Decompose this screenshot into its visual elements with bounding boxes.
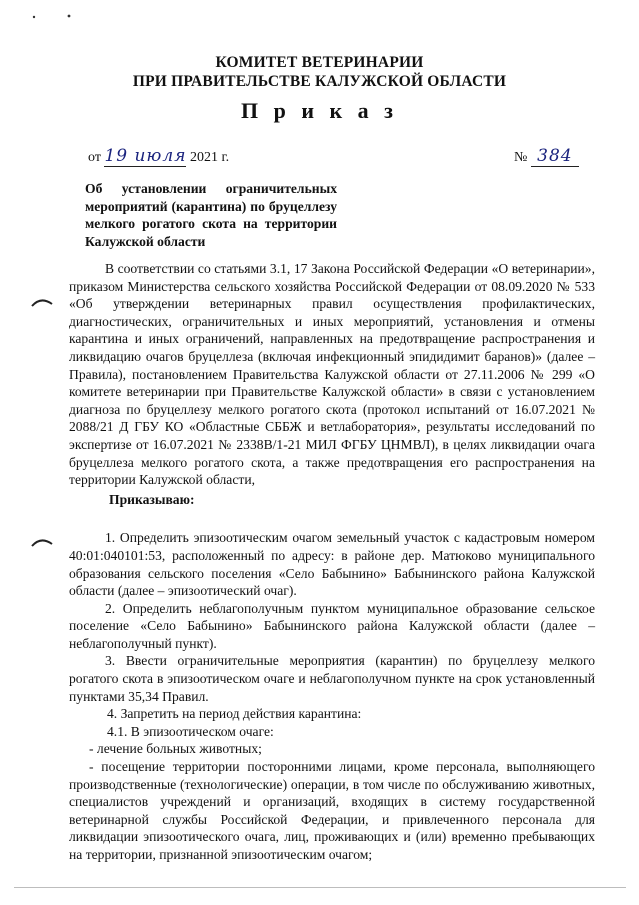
scan-edge-line	[14, 887, 626, 888]
order-subject: Об установлении ограничительных мероприятий (карантина) по бруцеллезу мелкого рогатого скота на территории Калужской области	[85, 181, 337, 249]
item-4-1: 4.1. В эпизоотическом очаге:	[107, 723, 274, 739]
punch-mark-bottom	[30, 534, 56, 556]
punch-mark-top	[30, 294, 56, 316]
dash-item-1: - лечение больных животных;	[89, 741, 262, 757]
date-blank	[104, 146, 186, 167]
number-blank	[531, 146, 579, 167]
order-title: П р и к а з	[240, 98, 399, 123]
org-name-line1: КОМИТЕТ ВЕТЕРИНАРИИ	[215, 54, 424, 71]
item-4: 4. Запретить на период действия карантина:	[107, 706, 362, 722]
handwritten-date: 19 июля	[104, 146, 187, 166]
order-date	[88, 146, 229, 167]
order-body	[69, 260, 595, 864]
preamble-paragraph: В соответствии со статьями 3.1, 17 Закона Российской Федерации «О ветеринарии», приказом Министерства сельского хозяйства Российской Федерации от 08.09.2020 № 533 «Об утверждении ветеринарных правил осуществления профилактических, диагностических, ограничительных и иных мероприятий, установления и отмены карантина и иных ограничений, направленных на предотвращение распространения и ликвидацию очагов бруцеллеза (включая инфекционный эпидидимит баранов)» (далее – Правила), постановлением Правительства Калужской области от 27.11.2006 № 299 «О комитете ветеринарии при Правительстве Калужской области» в связи с установлением диагноза по бруцеллезу мелкого рогатого скота (протокол испытаний от 16.07.2021 № 2088/21 Д ГБУ КО «Областные СББЖ и ветлаборатория», результаты исследований по экспертизе от 16.07.2021 № 2338В/1-21 МИЛ ФГБУ ЦНМВЛ), в целях ликвидации очага бруцеллеза мелкого рогатого скота, а также предотвращения его распространения на территории Калужской области,	[69, 261, 595, 488]
item-3: 3. Ввести ограничительные мероприятия (карантин) по бруцеллезу мелкого рогатого скота в эпизоотическом очаге и неблагополучном пункте на срок установленный пунктами 35,34 Правил.	[69, 653, 595, 704]
date-year: 2021 г.	[189, 150, 230, 165]
order-command: Приказываю:	[109, 491, 195, 507]
handwritten-number: 384	[537, 146, 573, 166]
item-2: 2. Определить неблагополучным пунктом муниципальное образование сельское поселение «Село Бабынино» Бабынинского района Калужской области (далее – неблагополучный пункт).	[69, 600, 595, 651]
org-name-line2: ПРИ ПРАВИТЕЛЬСТВЕ КАЛУЖСКОЙ ОБЛАСТИ	[132, 73, 507, 90]
dash-item-2: - посещение территории посторонними лицами, кроме персонала, выполняющего производственные (технологические) операции, в том числе по обслуживанию животных, специалистов учреждений и организаций, входящих в систему государственной ветеринарной службы Российской Федерации, и привлеченного персонала для ликвидации эпизоотического очага, лиц, проживающих и (или) временно пребывающих на территории, признанной эпизоотическим очагом;	[69, 759, 595, 862]
date-prefix: от	[88, 150, 101, 165]
number-prefix: №	[514, 150, 528, 165]
item-1: 1. Определить эпизоотическим очагом земельный участок с кадастровым номером 40:01:040101:53, расположенный по адресу: в районе дер. Матюково муниципального образования сельского поселения «Село Бабынино» Бабынинского района Калужской области (далее – эпизоотический очаг).	[69, 530, 595, 599]
order-number	[514, 146, 579, 167]
scan-mark-top	[28, 10, 78, 24]
